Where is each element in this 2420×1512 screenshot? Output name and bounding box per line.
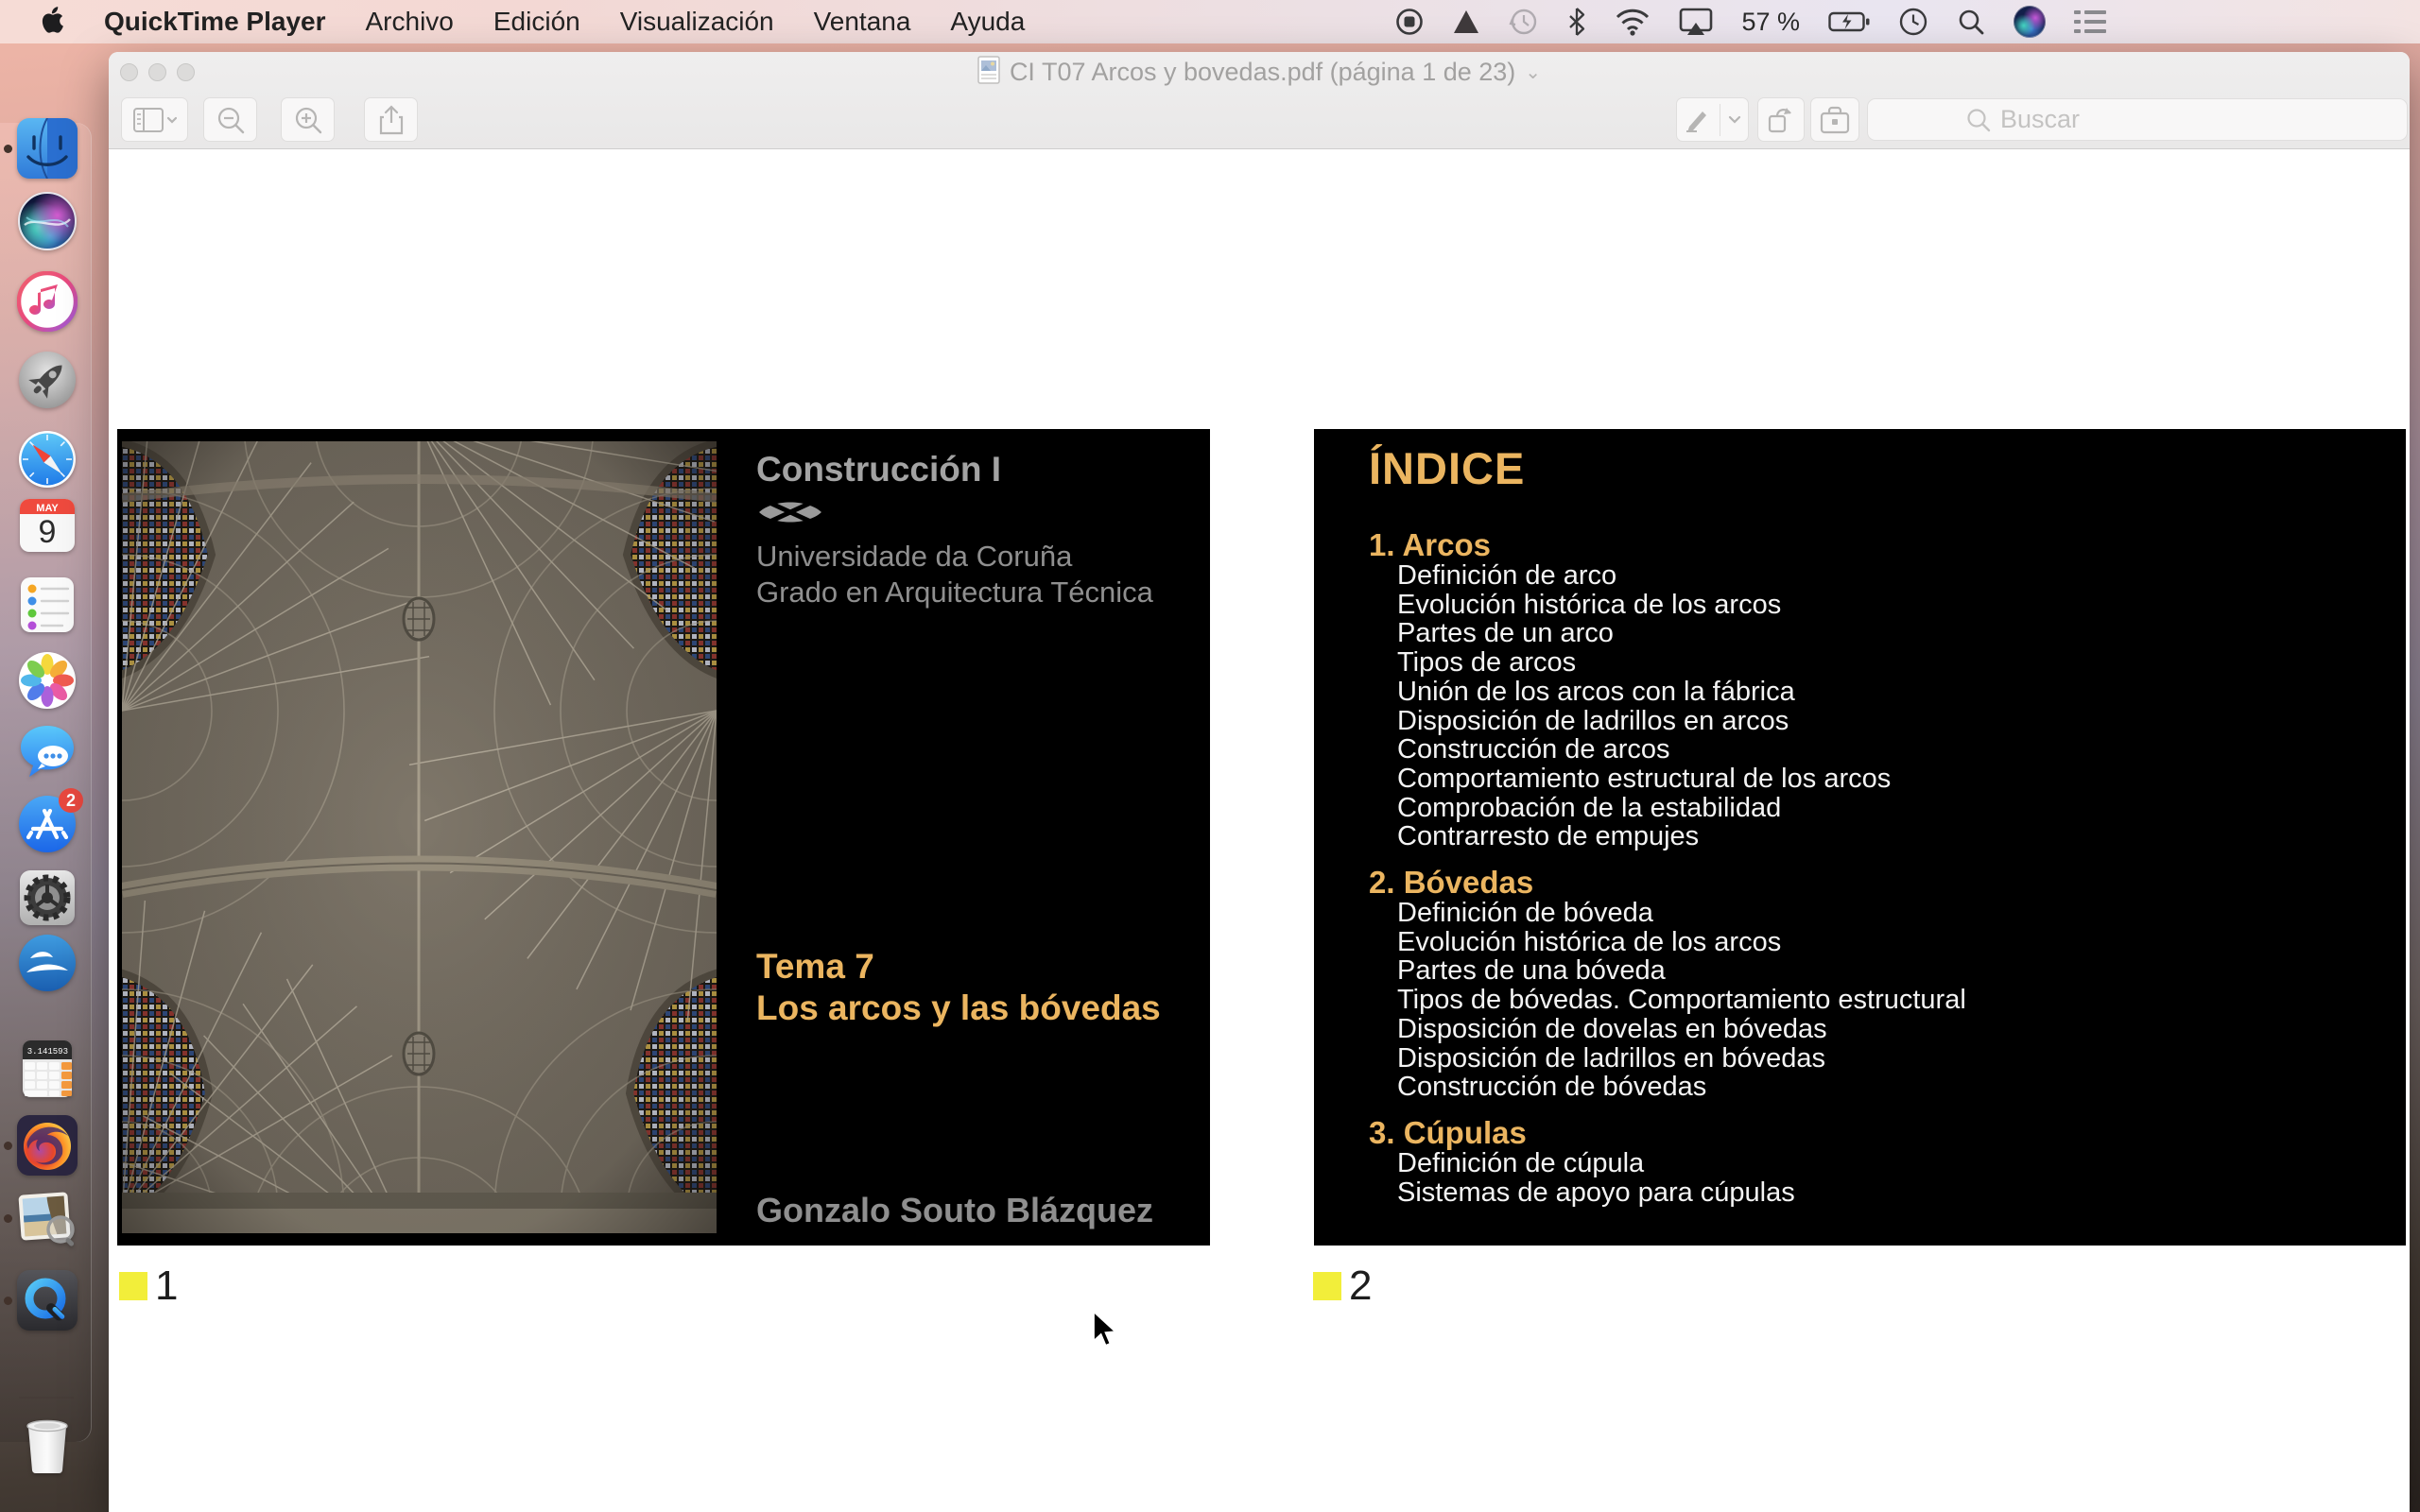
search-icon bbox=[1966, 108, 1991, 132]
dock-item-siri[interactable] bbox=[17, 191, 78, 251]
index-item: Unión de los arcos con la fábrica bbox=[1397, 676, 1795, 707]
index-item: Sistemas de apoyo para cúpulas bbox=[1397, 1177, 1795, 1208]
index-item: Evolución histórica de los arcos bbox=[1397, 589, 1782, 620]
svg-text:9: 9 bbox=[38, 514, 57, 550]
index-item: Comprobación de la estabilidad bbox=[1397, 792, 1782, 823]
index-item: Definición de bóveda bbox=[1397, 898, 1653, 929]
index-item: Definición de cúpula bbox=[1397, 1147, 1645, 1178]
index-item: Comportamiento estructural de los arcos bbox=[1397, 763, 1892, 794]
search-placeholder: Buscar bbox=[2000, 105, 2081, 133]
menubar-menu-ayuda[interactable]: Ayuda bbox=[950, 7, 1026, 36]
dock-item-itunes[interactable] bbox=[17, 271, 78, 332]
dock-item-safari[interactable] bbox=[17, 429, 78, 490]
svg-text:MAY: MAY bbox=[36, 503, 59, 514]
menubar-app-name[interactable]: QuickTime Player bbox=[104, 7, 326, 36]
sidebar-view-button[interactable] bbox=[121, 97, 188, 142]
index-item: Definición de arco bbox=[1397, 560, 1617, 591]
clock-icon[interactable] bbox=[1898, 7, 1928, 37]
spotlight-search-icon[interactable] bbox=[1957, 8, 1985, 36]
share-button[interactable] bbox=[364, 97, 418, 142]
dock-item-trash[interactable] bbox=[17, 1416, 78, 1476]
index-item: Disposición de ladrillos en arcos bbox=[1397, 705, 1789, 736]
window-title: CI T07 Arcos y bovedas.pdf (página 1 de 23) bbox=[1009, 57, 1516, 86]
page-1-number: 1 bbox=[155, 1263, 179, 1309]
index-item: Construcción de arcos bbox=[1397, 734, 1670, 765]
dock bbox=[0, 43, 106, 1512]
cover-author: Gonzalo Souto Blázquez bbox=[756, 1191, 1153, 1229]
index-item: Disposición de dovelas en bóvedas bbox=[1397, 1013, 1827, 1044]
menubar-menu-archivo[interactable]: Archivo bbox=[365, 7, 454, 36]
screen-recording-icon[interactable] bbox=[1395, 8, 1424, 36]
index-item: Tipos de bóvedas. Comportamiento estructural bbox=[1397, 985, 1966, 1016]
menubar-menu-visualizacion[interactable]: Visualización bbox=[619, 7, 774, 36]
dock-item-quicktime-player[interactable] bbox=[17, 1270, 78, 1331]
search-input[interactable] bbox=[1867, 98, 2408, 141]
svg-text:3.141593: 3.141593 bbox=[26, 1047, 68, 1057]
index-item: Evolución histórica de los arcos bbox=[1397, 926, 1782, 957]
index-section-heading: 1. Arcos bbox=[1369, 527, 1492, 562]
cover-course-title: Construcción I bbox=[756, 450, 1002, 489]
wifi-icon[interactable] bbox=[1615, 8, 1651, 36]
dock-item-photos[interactable] bbox=[17, 650, 78, 711]
menu-bar bbox=[0, 0, 2420, 43]
battery-percent: 57 % bbox=[1741, 7, 1800, 36]
menubar-menu-edicion[interactable]: Edición bbox=[493, 7, 580, 36]
index-section-heading: 3. Cúpulas bbox=[1369, 1114, 1527, 1150]
pdf-page-1[interactable] bbox=[117, 429, 1210, 1246]
cover-topic-title: Los arcos y las bóvedas bbox=[756, 988, 1161, 1027]
bluetooth-icon[interactable] bbox=[1567, 7, 1586, 37]
menubar-menus bbox=[366, 7, 1026, 37]
page-2-label bbox=[1313, 1263, 1372, 1310]
menubar-status-icons bbox=[1395, 0, 2106, 43]
app-store-badge: 2 bbox=[59, 788, 83, 813]
dock-item-preview[interactable] bbox=[17, 1188, 78, 1248]
window-chrome bbox=[109, 52, 2410, 149]
battery-charging-icon[interactable] bbox=[1828, 10, 1870, 33]
close-button[interactable] bbox=[120, 63, 138, 81]
markup-toolbox-button[interactable] bbox=[1810, 97, 1859, 142]
index-item: Disposición de ladrillos en bóvedas bbox=[1397, 1042, 1825, 1074]
cover-topic-label: Tema 7 bbox=[756, 947, 874, 986]
menubar-menu-ventana[interactable]: Ventana bbox=[813, 7, 911, 36]
page-2-number: 2 bbox=[1349, 1263, 1373, 1309]
zoom-out-button[interactable] bbox=[203, 97, 257, 142]
dock-item-messages[interactable] bbox=[17, 722, 78, 782]
index-title: ÍNDICE bbox=[1369, 443, 1526, 493]
window-toolbar bbox=[109, 92, 2410, 149]
index-item: Tipos de arcos bbox=[1397, 647, 1577, 679]
yellow-marker-icon bbox=[1313, 1272, 1341, 1300]
index-section-heading: 2. Bóvedas bbox=[1369, 865, 1534, 901]
apple-icon[interactable] bbox=[40, 5, 64, 40]
rotate-left-button[interactable] bbox=[1757, 97, 1805, 142]
index-item: Contrarresto de empujes bbox=[1397, 821, 1700, 852]
cover-university: Universidade da Coruña bbox=[756, 540, 1073, 573]
dock-item-firefox[interactable] bbox=[17, 1115, 78, 1176]
zoom-in-button[interactable] bbox=[281, 97, 335, 142]
dock-item-calendar[interactable] bbox=[17, 495, 78, 556]
markup-chevron-icon bbox=[1728, 115, 1741, 125]
cover-degree: Grado en Arquitectura Técnica bbox=[756, 576, 1153, 609]
dock-item-launchpad[interactable] bbox=[17, 350, 78, 410]
dock-item-openoffice[interactable] bbox=[17, 933, 78, 993]
index-item: Partes de una bóveda bbox=[1397, 955, 1666, 987]
markup-pen-button[interactable] bbox=[1676, 97, 1749, 142]
page-1-label bbox=[119, 1263, 178, 1310]
minimize-button[interactable] bbox=[148, 63, 166, 81]
airplay-mirroring-icon[interactable] bbox=[1679, 8, 1713, 36]
siri-icon[interactable] bbox=[2014, 6, 2046, 38]
pdf-document-icon bbox=[977, 56, 1000, 89]
window-titlebar[interactable] bbox=[109, 52, 2410, 92]
airdrop-triangle-icon[interactable] bbox=[1452, 9, 1480, 35]
udc-logo bbox=[758, 495, 822, 534]
index-item: Construcción de bóvedas bbox=[1397, 1072, 1707, 1103]
fan-vault-ceiling-photo bbox=[122, 441, 717, 1233]
pdf-content-area[interactable] bbox=[109, 149, 2410, 1512]
notification-center-icon[interactable] bbox=[2074, 9, 2106, 34]
index-item: Partes de un arco bbox=[1397, 618, 1614, 649]
dock-item-reminders[interactable] bbox=[17, 575, 78, 635]
dock-item-app-store[interactable] bbox=[17, 790, 78, 854]
index-body bbox=[1369, 529, 2377, 1207]
zoom-window-button[interactable] bbox=[177, 63, 195, 81]
mouse-cursor bbox=[1092, 1310, 1120, 1354]
title-chevron-icon[interactable]: ⌄ bbox=[1525, 61, 1542, 83]
dock-item-calculator[interactable] bbox=[17, 1039, 78, 1099]
yellow-marker-icon bbox=[119, 1272, 147, 1300]
dock-item-finder[interactable] bbox=[17, 118, 78, 179]
pdf-page-2[interactable] bbox=[1314, 429, 2406, 1246]
dock-divider bbox=[19, 1397, 74, 1399]
preview-window bbox=[109, 52, 2410, 1512]
dock-item-system-preferences[interactable] bbox=[17, 868, 78, 928]
time-machine-icon[interactable] bbox=[1509, 7, 1539, 37]
